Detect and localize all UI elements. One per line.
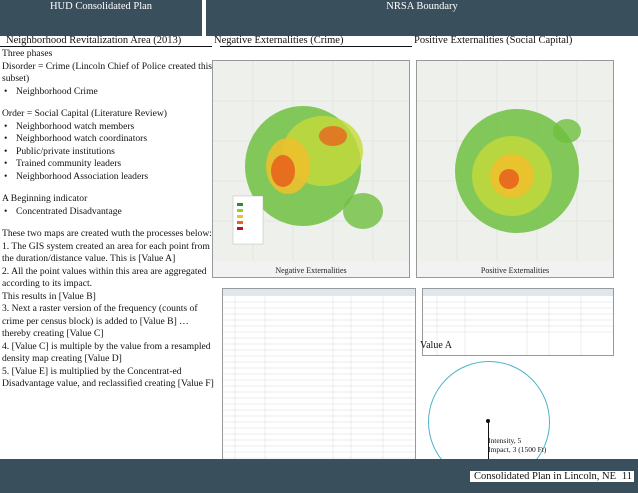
- bullet-community-leaders: • Trained community leaders: [2, 158, 216, 171]
- negative-map-caption: Negative Externalities: [275, 266, 347, 275]
- bullet-watch-members: • Neighborhood watch members: [2, 121, 216, 134]
- header-underline-left: [0, 46, 212, 47]
- bullet-watch-coordinators: • Neighborhood watch coordinators: [2, 133, 216, 146]
- intensity-label: Intensity, 5: [488, 436, 522, 445]
- disorder-line: Disorder = Crime (Lincoln Chief of Police created this subset): [2, 60, 213, 84]
- page-number: 11: [621, 471, 632, 482]
- process-step-2: 2. All the point values within this area are aggregated according to its impact.: [2, 265, 207, 289]
- left-text-column: [2, 48, 216, 391]
- process-step-5: 5. [Value E] is multiplied by the Concentrat-ed Disadvantage value, and reclassified creating [Value F]: [2, 365, 214, 389]
- process-intro: These two maps are created wuth the processes below:: [2, 228, 212, 239]
- header-underline-right: [220, 46, 412, 47]
- indicator-line: A Beginning indicator: [2, 193, 88, 204]
- header-left-subtitle: Neighborhood Revitalization Area (2013): [6, 35, 182, 46]
- header-left-title: HUD Consolidated Plan: [49, 1, 153, 12]
- positive-externalities-label: Positive Externalities (Social Capital): [414, 35, 573, 46]
- negative-table-graphic: [223, 289, 415, 485]
- value-a-label: Value A: [420, 340, 452, 351]
- bullet-neighborhood-crime: • Neighborhood Crime: [2, 86, 216, 99]
- phases-heading: Three phases: [2, 48, 53, 59]
- positive-externalities-map: [416, 60, 614, 278]
- process-step-4: 4. [Value C] is multiple by the value from a resampled density map creating [Value D]: [2, 340, 211, 364]
- negative-externalities-table: [222, 288, 416, 486]
- footer-title: Consolidated Plan in Lincoln, NE: [470, 471, 620, 482]
- value-a-circle-label: [488, 436, 546, 454]
- impact-label: Impact, 3 (1500 Ft): [488, 445, 547, 454]
- header-right-title: NRSA Boundary: [386, 1, 458, 12]
- process-step-3: 3. Next a raster version of the frequency (counts of crime per census block) is added to [Value B] … thereby creating [Value C]: [2, 303, 198, 339]
- bullet-institutions: • Public/private institutions: [2, 146, 216, 159]
- process-step-1: 1. The GIS system created an area for each point from the duration/distance value. This is [Value A]: [2, 240, 210, 264]
- positive-map-caption: Positive Externalities: [480, 266, 550, 275]
- negative-heatmap: [213, 61, 409, 261]
- process-step-2-result: This results in [Value B]: [2, 290, 96, 302]
- footer-band: [0, 459, 638, 493]
- negative-externalities-label: Negative Externalities (Crime): [214, 35, 344, 46]
- bullet-concentrated-disadvantage: • Concentrated Disadvantage: [2, 206, 216, 219]
- negative-externalities-map: [212, 60, 410, 278]
- bullet-association-leaders: • Neighborhood Association leaders: [2, 171, 216, 184]
- order-line: Order = Social Capital (Literature Review): [2, 108, 167, 119]
- positive-heatmap: [417, 61, 613, 261]
